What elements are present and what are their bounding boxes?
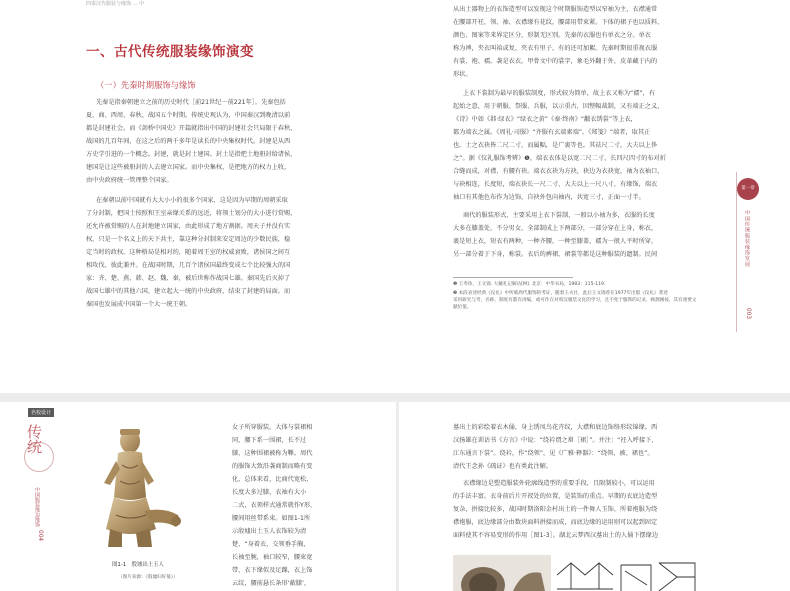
text-line: 长度大多过膝，衣袖有大小 — [232, 489, 307, 496]
text-line: 带，衣下缘似及足踝，衣上饰 — [232, 567, 313, 574]
text-line: 裹是短上衣，短衣有两种，一种齐腰，一种至膝盖，襦为一般人平时所穿， — [453, 238, 658, 245]
text-line: 在腰部开衽，领、袖、衣襟缘有花纹，腰部用带束紧。下体的裙子也以质料、 — [453, 19, 664, 26]
artifact-photo-image — [453, 555, 551, 591]
text-line: 云纹，腰前悬长条形‘蔽膝’， — [232, 580, 311, 587]
text-line: 还允许被赏赐的人在封地建立国家，由此形成了地方割据。周天子并没有实 — [86, 223, 291, 230]
text-line: 襟袍服，底边缘部分由数块面料拼接而成，而底边缘的运用则可以起到固定 — [453, 519, 658, 526]
text-line: 战国的几百年间，在这之后的两千多年是读长的中央集权时代。封建是从西 — [86, 138, 291, 145]
text-line: 起始之意，用于朝服、祭服、兵服，以示重古，因整幅裁制，又有端正之义， — [453, 103, 664, 110]
text-line: 同，腰下系一围裙，长不过 — [232, 437, 307, 444]
text-line: 商代的服装形式，主要采用上衣下裳制，一般以小袖为多，衣服的长度 — [463, 212, 655, 219]
chapter-badge: 第一章 — [737, 178, 759, 200]
text-line: 与袂相连，长度短，端衣袂长一尺二寸，大夫以上一尺八寸，有缘饰，端衣 — [453, 181, 658, 188]
footnote-line: ❷ 本段表述经典《仪礼》中所载周代服饰的考证，随着王夫社，此后王文锦曾在1977年出版《仪礼》著述 — [453, 291, 668, 296]
text-line: 的服饰大致沿袭商制而略有变 — [232, 463, 313, 470]
subsection-title: （一）先秦时期服饰与缘饰 — [96, 80, 196, 90]
brush-title: 传统 — [25, 424, 43, 454]
text-line: 由中央政府统一管理整个国家。 — [86, 177, 173, 184]
footnote-line: 采用研究与考，名称、制度有都有再编，或可作在对周汉服装文化的学习，且不免于服饰的记录，顾颉刚按，其有重要文 — [453, 298, 697, 303]
text-line: 有裳、袍、襦。袭是衣衣，甲骨文中的裳字，象毛外翻于外，皮革藏于内的 — [453, 58, 658, 65]
text-line: 家：齐、楚、燕、韩、赵、魏、秦，被后世称作战国七雄。秦国先后灭掉了 — [86, 275, 291, 282]
text-line: 衣襟缘边是塑造服装外轮廓线造型的重要手段，且限制较小，可以运用 — [463, 480, 655, 487]
text-line: 复杂，拼接比较多，战国时期洛阳金村出土的一件舞人玉饰，所着袍服为绕 — [453, 506, 658, 513]
text-line: 的手法丰富。衣身前后片开衩处的位置，是装饰的重点。早期的衣底边造型 — [453, 493, 658, 500]
text-line: 《诗》中如《邶·绿衣》“绿衣之黄”《秦·终南》“黻衣绣裳”等上衣， — [453, 116, 637, 123]
footnote-line: 献价值。 — [453, 305, 472, 310]
text-line: 化，总体来看，比商代宽松， — [232, 476, 313, 483]
text-line: 江东通言下裳”。绕衿，作“绕领”，见《广雅·释器》：“绕领，被、裙也”。 — [453, 450, 654, 457]
text-line: 腰间用丝带系束。如图1-1所 — [232, 515, 311, 522]
text-line: 二式，衣领样式通常就作Y形， — [232, 502, 317, 509]
text-line: 楚，“身着衣，交领垂手胸， — [232, 541, 310, 548]
text-line: 在秦朝以前中国就有大大小小的很多个国家，这是因为早期的周朝采取 — [96, 197, 288, 204]
cut-header-text: 四秦汉代服装与缘饰 … 中 — [86, 1, 145, 7]
text-line: 长袖至腕，袖口较窄，腰束宽 — [232, 554, 313, 561]
footnote-line: ❶ 王寿珍，王文锦. 大戴礼记解诂[M]. 北京：中华书局，1983：115-119. — [453, 282, 606, 287]
text-line: 从出土器物上的衣饰造型可以发现这个时期服饰造型以窄袖为主，衣襟通常 — [453, 6, 658, 13]
text-line: 也。士之衣袂皆二尺二寸，而属幅，是广裹等也。其祛尺二寸，大夫以上侈 — [453, 142, 658, 149]
series-badge: 名校设计 — [28, 408, 54, 417]
text-line: 袖口有其他色布作为边饰，自袂外包向袖内，共宽三寸，正面一寸半。 — [453, 194, 645, 201]
text-line: 女子所穿服装。大体与裳裙相 — [232, 424, 313, 431]
page-number: 003 — [745, 308, 751, 320]
text-line: 之”。据《仪礼服饰考辨》❶，端衣衣体是以宽二尺二寸，长四尺四寸的布对折 — [453, 155, 666, 162]
text-line: 墓出土的彩绘着衣木俑，身上绣凤鸟花卉纹，大襟和底边饰络形纹锦缘。西 — [453, 424, 658, 431]
figure-credit: （图片来源：《殷墟妇好墓》） — [118, 575, 178, 580]
chapter-side-tab — [736, 172, 761, 332]
section-title: 一、古代传统服装缘饰演变 — [86, 44, 254, 60]
text-line: 秦国也发展成中国第一个大一统王朝。 — [86, 301, 192, 308]
text-line: 汉扬雄在训诂书《方言》中说：“绕衿谓之帬［裙］”。并注：“衽入呼接下， — [453, 437, 658, 444]
text-line: 权，只是一个名义上的天下共主，靠这种分封制来安定周边的少数民族，稳 — [86, 236, 291, 243]
text-line: 了分封制，把国土按照和王室亲缘关系的远近，将领土划分的大小进行赏赐， — [86, 210, 297, 217]
text-line: 面料使其不容易变形的作用［图1-3］。湖北云梦西汉墓出土的人俑下摆缘边 — [453, 532, 659, 539]
text-line: 战国七雄中的其他六国，建立起大一统的中央政府，结束了封建的局面。而 — [86, 288, 291, 295]
jade-figurine-image — [96, 425, 186, 553]
text-line: 形状。 — [453, 71, 472, 78]
text-line: 清代王念孙《疏证》也有类此注解。 — [453, 463, 552, 470]
text-line: 先秦是指秦朝建立之前的历史时代［前21世纪－前221年］。先秦包括 — [96, 99, 286, 106]
garment-pattern-diagram — [555, 555, 700, 591]
text-line: 都是封建社会。而《剑桥中国史》开篇就指出中国的封建社会只局限于春秋、 — [86, 125, 297, 132]
text-line: 大多在膝盖处，不分男女，全部制成上下两部分，一部分穿在上身，称衣， — [453, 225, 658, 232]
book-subtitle: 中国服装缘边缘饰 — [34, 487, 40, 527]
text-line: 都为端衣之属。《周礼·司服》“齐服有玄端素端”。《郑笺》“端者，取其正 — [453, 129, 651, 136]
chapter-running-title: 中国传统服装缘饰发展 — [744, 210, 750, 267]
text-line: 另一部分着于下身，称裳。衣后的裤裙、裙裳等都是这种服装的遗制。民间 — [453, 251, 658, 258]
text-line: 示殷墟出土玉人衣饰较为清 — [232, 528, 307, 535]
figure-caption: 图1-1 殷墟出土玉人 — [112, 562, 164, 568]
footnote-divider — [453, 277, 573, 278]
book-side-tab — [24, 402, 54, 552]
text-line: 膝，这种围裙被称为鞸。周代 — [232, 450, 313, 457]
text-line: 夏、商、西周、春秋、战国五个时期。传统史观认为，中国秦汉到晚清以前 — [86, 112, 291, 119]
text-line: 方史学引进的一个概念。封建，就是封土建国。封土是指把土地册封给诸侯， — [86, 151, 297, 158]
text-line: 上衣下裳制为最早的服装制度，形式较为简单，故上衣又称为“襦”，有 — [463, 90, 656, 97]
page-number: 004 — [37, 530, 43, 542]
text-line: 相攻伐、彼此兼并。在战国时期，几百个诸侯国最终变成七个比较强大的国 — [86, 262, 291, 269]
text-line: 建国是让这些被册封的人去建立国家。而中央集权，是把地方的权力上收， — [86, 164, 291, 171]
text-line: 定当时的政权。这种格局是相对的，随着周王室的权威衰败，诸侯国之间互 — [86, 249, 291, 256]
text-line: 称为裨，夹衣叫袷或复，夹衣有里子，有的还可加絮。先秦时期很重视衣服 — [453, 45, 658, 52]
text-line: 合缝而成，对襟，有腰有袂。端衣衣袂为方袂，袂边为衣袂宽，袖为衣袖口， — [453, 168, 664, 175]
text-line: 颜色、图案等来界定区分，形制无区别。先秦的衣服也有单衣之分。单衣 — [453, 32, 651, 39]
